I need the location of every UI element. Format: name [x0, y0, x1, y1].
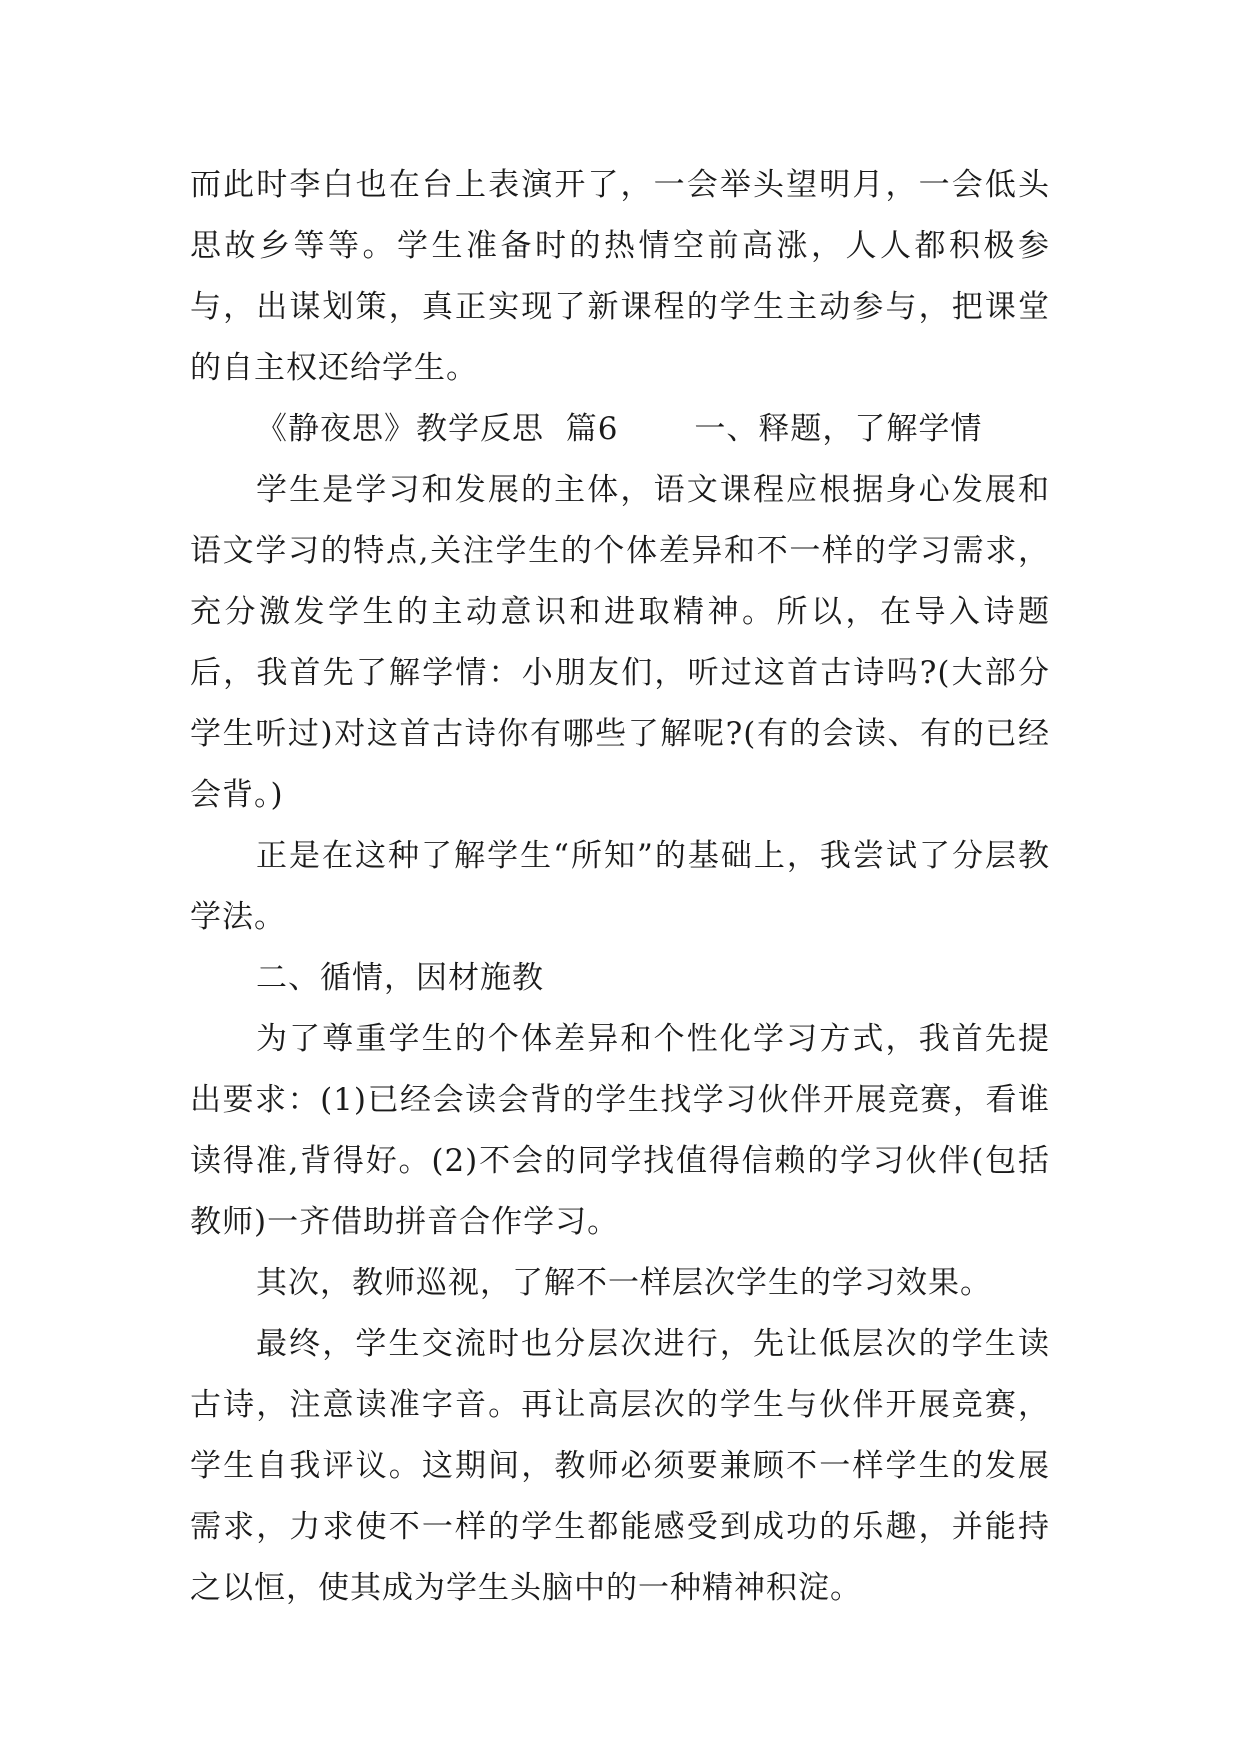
subheading-2: 二、循情，因材施教 [256, 960, 544, 996]
paragraph-3: 学生是学习和发展的主体，语文课程应根据身心发展和语文学习的特点,关注学生的个体差异和不一样的学习需求，充分激发学生的主动意识和进取精神。所以，在导入诗题后，我首先了解学情：小朋友们，听过这首古诗吗?(大部分学生听过)对这首古诗你有哪些了解呢?(有的会读、有的已经会背。) [190, 472, 1050, 813]
paragraph-6: 为了尊重学生的个体差异和个性化学习方式，我首先提出要求：(1)已经会读会背的学生找学习伙伴开展竞赛，看谁读得准,背得好。(2)不会的同学找值得信赖的学习伙伴(包括教师)一齐借助拼音合作学习。 [190, 1021, 1050, 1240]
document-page [190, 155, 1050, 1619]
paragraph-1: 而此时李白也在台上表演开了，一会举头望明月，一会低头思故乡等等。学生准备时的热情空前高涨，人人都积极参与，出谋划策，真正实现了新课程的学生主动参与，把课堂的自主权还给学生。 [190, 167, 1050, 386]
section-title: 《静夜思》教学反思 篇6 一、释题，了解学情 [256, 411, 983, 447]
paragraph-4: 正是在这种了解学生“所知”的基础上，我尝试了分层教学法。 [190, 838, 1050, 935]
paragraph-8: 最终，学生交流时也分层次进行，先让低层次的学生读古诗，注意读准字音。再让高层次的学生与伙伴开展竞赛，学生自我评议。这期间，教师必须要兼顾不一样学生的发展需求，力求使不一样的学生都能感受到成功的乐趣，并能持之以恒，使其成为学生头脑中的一种精神积淀。 [190, 1326, 1050, 1606]
paragraph-7: 其次，教师巡视，了解不一样层次学生的学习效果。 [256, 1265, 992, 1301]
